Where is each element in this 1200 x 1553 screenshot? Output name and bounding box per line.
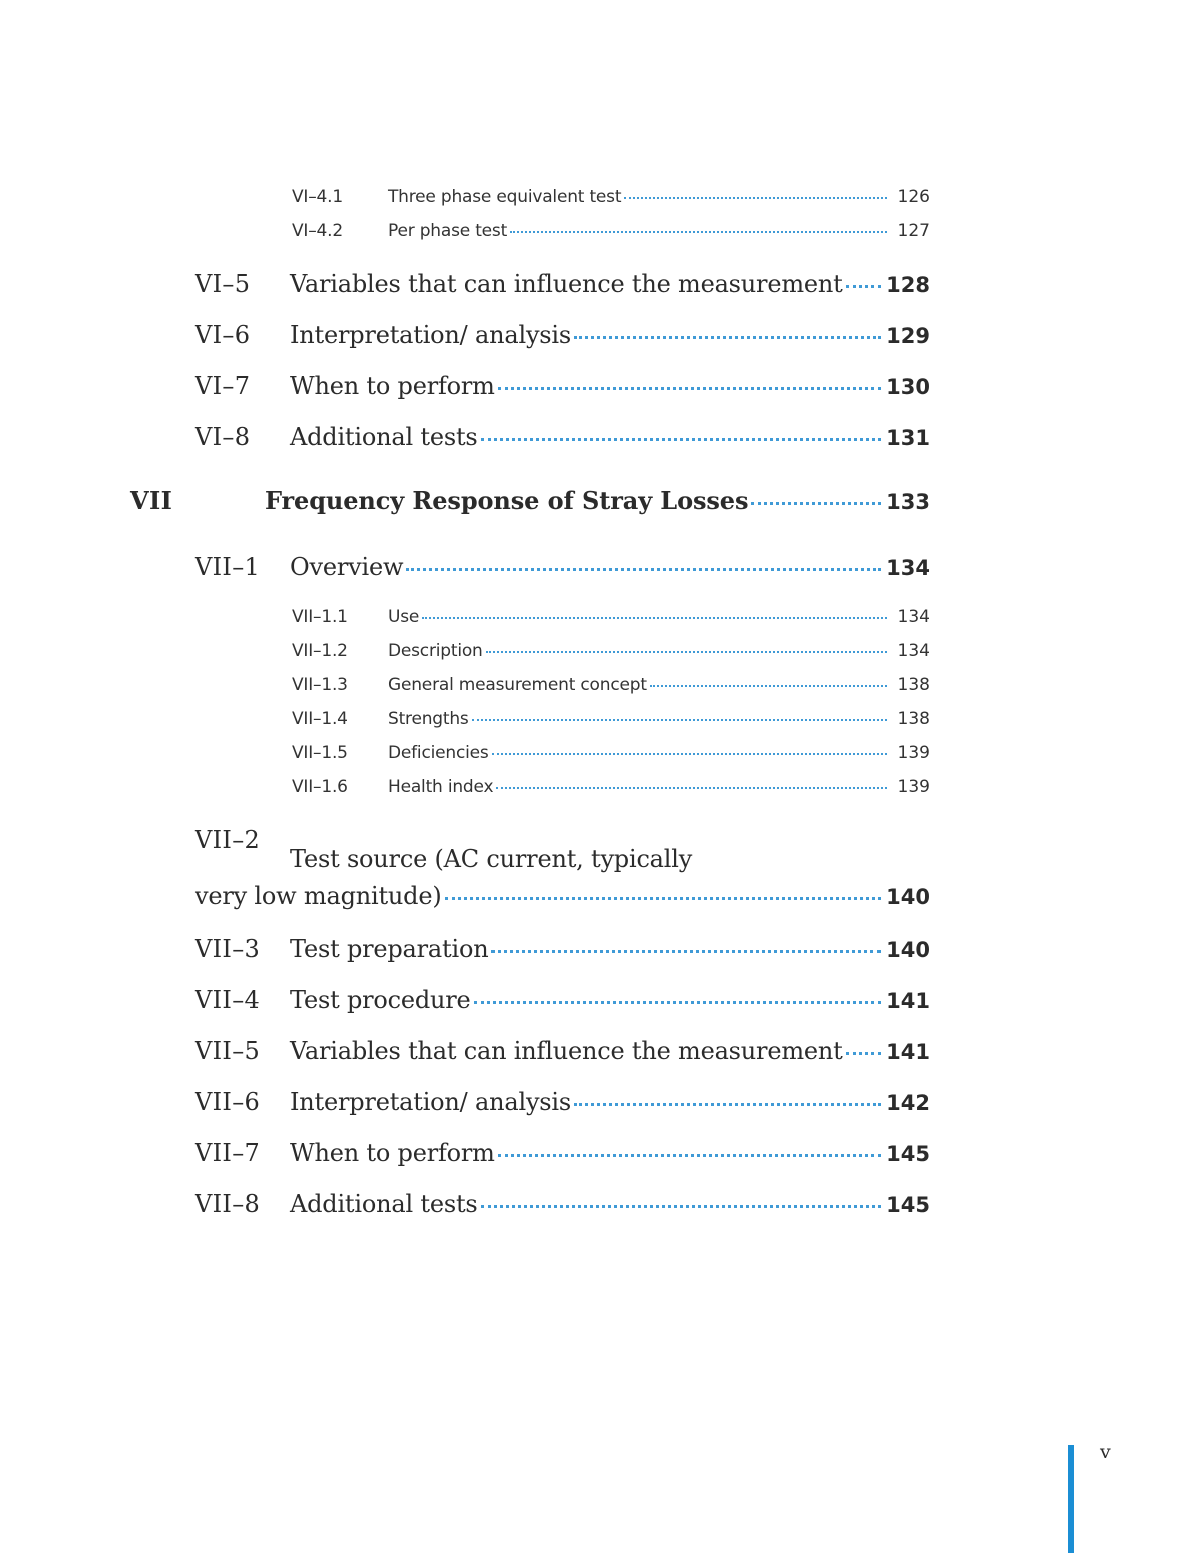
toc-entry-title-continued: very low magnitude)	[195, 882, 442, 910]
toc-entry-title-line-1	[290, 845, 930, 882]
toc-entry-title: Test preparation	[290, 935, 489, 963]
dot-leader	[574, 1094, 881, 1110]
toc-entry-body	[388, 776, 930, 797]
toc-entry-number: VII–1.6	[292, 777, 348, 797]
toc-entry[interactable]	[195, 1088, 930, 1139]
dot-leader	[498, 1145, 881, 1161]
toc-entry-number: VI–8	[195, 423, 251, 451]
dot-leader	[491, 941, 881, 957]
toc-entry-title: Overview	[290, 553, 404, 581]
toc-entry-number: VI–6	[195, 321, 251, 349]
table-of-contents-list	[0, 186, 1200, 1241]
dot-leader	[624, 186, 887, 202]
toc-entry-body	[388, 708, 930, 729]
dot-leader	[445, 888, 881, 904]
toc-entry-page: 134	[886, 556, 930, 580]
toc-entry-page: 139	[897, 743, 930, 763]
toc-entry-page: 145	[886, 1142, 930, 1166]
toc-entry-body	[290, 270, 930, 298]
toc-entry-body	[388, 674, 930, 695]
dot-leader	[751, 493, 881, 509]
toc-entry-page: 140	[886, 885, 930, 909]
toc-entry-number: VI–4.1	[292, 187, 343, 207]
page-accent-bar	[1068, 1445, 1074, 1553]
toc-entry-body	[388, 220, 930, 241]
page-folio: v	[1100, 1441, 1111, 1463]
toc-entry-title: Deficiencies	[388, 743, 489, 763]
toc-entry-body	[388, 606, 930, 627]
toc-entry-page: 138	[897, 709, 930, 729]
toc-entry-body	[290, 1088, 930, 1116]
dot-leader	[422, 606, 887, 622]
toc-entry-page: 141	[886, 989, 930, 1013]
toc-entry-number: VII–1.5	[292, 743, 348, 763]
toc-entry-title: Description	[388, 641, 483, 661]
dot-leader	[481, 429, 882, 445]
toc-entry-body	[290, 1190, 930, 1218]
toc-entry-body	[290, 372, 930, 400]
toc-entry-page: 134	[897, 607, 930, 627]
toc-entry-body	[290, 1037, 930, 1065]
toc-entry-body	[290, 423, 930, 451]
toc-entry-page: 145	[886, 1193, 930, 1217]
toc-entry-page: 129	[886, 324, 930, 348]
toc-entry-page: 141	[886, 1040, 930, 1064]
toc-entry-number: VII–4	[195, 986, 261, 1014]
toc-entry-number: VII–1.2	[292, 641, 348, 661]
toc-entry-page: 142	[886, 1091, 930, 1115]
toc-entry-body	[290, 321, 930, 349]
toc-entry-body	[195, 845, 930, 919]
toc-entry-body	[388, 742, 930, 763]
toc-entry[interactable]	[195, 321, 930, 372]
toc-entry-number: VI–7	[195, 372, 251, 400]
toc-entry-page: 130	[886, 375, 930, 399]
toc-entry-title: Variables that can influence the measurement	[290, 1037, 843, 1065]
toc-entry[interactable]	[292, 220, 930, 254]
toc-entry-page: 138	[897, 675, 930, 695]
toc-entry-number: VII–7	[195, 1139, 261, 1167]
toc-chapter-entry[interactable]	[130, 486, 930, 537]
toc-chapter-number: VII	[130, 486, 173, 515]
toc-entry-number: VII–1.1	[292, 607, 348, 627]
toc-entry[interactable]	[195, 1037, 930, 1088]
toc-entry[interactable]	[292, 674, 930, 708]
toc-entry-title: Strengths	[388, 709, 469, 729]
toc-chapter-title: Frequency Response of Stray Losses	[265, 486, 749, 515]
toc-entry-number: VII–1.4	[292, 709, 348, 729]
toc-entry[interactable]	[195, 270, 930, 321]
toc-entry-number: VII–5	[195, 1037, 261, 1065]
toc-entry-title: Variables that can influence the measurement	[290, 270, 843, 298]
toc-entry-body	[388, 186, 930, 207]
toc-entry-number: VII–8	[195, 1190, 261, 1218]
toc-entry-title: General measurement concept	[388, 675, 647, 695]
dot-leader	[510, 220, 887, 236]
dot-leader	[496, 776, 887, 792]
toc-entry-title: Use	[388, 607, 420, 627]
toc-entry-title: Per phase test	[388, 221, 508, 241]
toc-entry[interactable]	[292, 742, 930, 776]
toc-entry-page: 126	[897, 187, 930, 207]
toc-entry[interactable]	[195, 372, 930, 423]
toc-entry-title: Interpretation/ analysis	[290, 321, 572, 349]
toc-entry[interactable]	[195, 553, 930, 604]
toc-entry-number: VII–1.3	[292, 675, 348, 695]
dot-leader	[474, 992, 881, 1008]
toc-entry-number: VI–5	[195, 270, 251, 298]
dot-leader	[406, 559, 881, 575]
toc-entry[interactable]	[195, 1190, 930, 1241]
toc-entry-title: Additional tests	[290, 1190, 478, 1218]
toc-entry[interactable]	[292, 776, 930, 810]
toc-entry-number: VII–6	[195, 1088, 261, 1116]
dot-leader	[498, 378, 881, 394]
toc-entry[interactable]	[292, 708, 930, 742]
dot-leader	[650, 674, 887, 690]
toc-entry-page: 140	[886, 938, 930, 962]
toc-entry[interactable]	[292, 640, 930, 674]
toc-entry-number: VII–3	[195, 935, 261, 963]
toc-entry[interactable]	[195, 826, 930, 919]
toc-entry-title: When to perform	[290, 372, 495, 400]
toc-entry-page: 128	[886, 273, 930, 297]
dot-leader	[486, 640, 887, 656]
dot-leader	[846, 276, 881, 292]
toc-entry-body	[290, 935, 930, 963]
dot-leader	[492, 742, 887, 758]
toc-entry-body	[265, 486, 930, 515]
toc-entry-title: Health index	[388, 777, 494, 797]
toc-entry-title: Interpretation/ analysis	[290, 1088, 572, 1116]
toc-entry[interactable]	[195, 935, 930, 986]
toc-entry-title: Three phase equivalent test	[388, 187, 622, 207]
toc-entry-page: 127	[897, 221, 930, 241]
toc-entry-title: When to perform	[290, 1139, 495, 1167]
toc-entry-body	[388, 640, 930, 661]
toc-entry-number: VII–2	[195, 826, 261, 854]
dot-leader	[574, 327, 881, 343]
toc-entry-title: Test source (AC current, typically	[290, 845, 693, 873]
toc-entry[interactable]	[292, 186, 930, 220]
toc-entry[interactable]	[195, 986, 930, 1037]
dot-leader	[846, 1043, 881, 1059]
toc-entry-page: 139	[897, 777, 930, 797]
toc-entry-page: 133	[886, 490, 930, 514]
toc-entry-title: Test procedure	[290, 986, 471, 1014]
dot-leader	[481, 1196, 882, 1212]
toc-entry-page: 134	[897, 641, 930, 661]
toc-entry-title: Additional tests	[290, 423, 478, 451]
dot-leader	[695, 851, 927, 867]
toc-entry-page: 131	[886, 426, 930, 450]
toc-entry-body	[290, 986, 930, 1014]
toc-entry-number: VI–4.2	[292, 221, 343, 241]
toc-entry[interactable]	[195, 423, 930, 474]
toc-entry[interactable]	[195, 1139, 930, 1190]
toc-entry-title-line-2	[195, 882, 930, 919]
toc-entry-body	[290, 1139, 930, 1167]
dot-leader	[472, 708, 887, 724]
toc-entry-body	[290, 553, 930, 581]
toc-entry-number: VII–1	[195, 553, 261, 581]
toc-entry[interactable]	[292, 606, 930, 640]
